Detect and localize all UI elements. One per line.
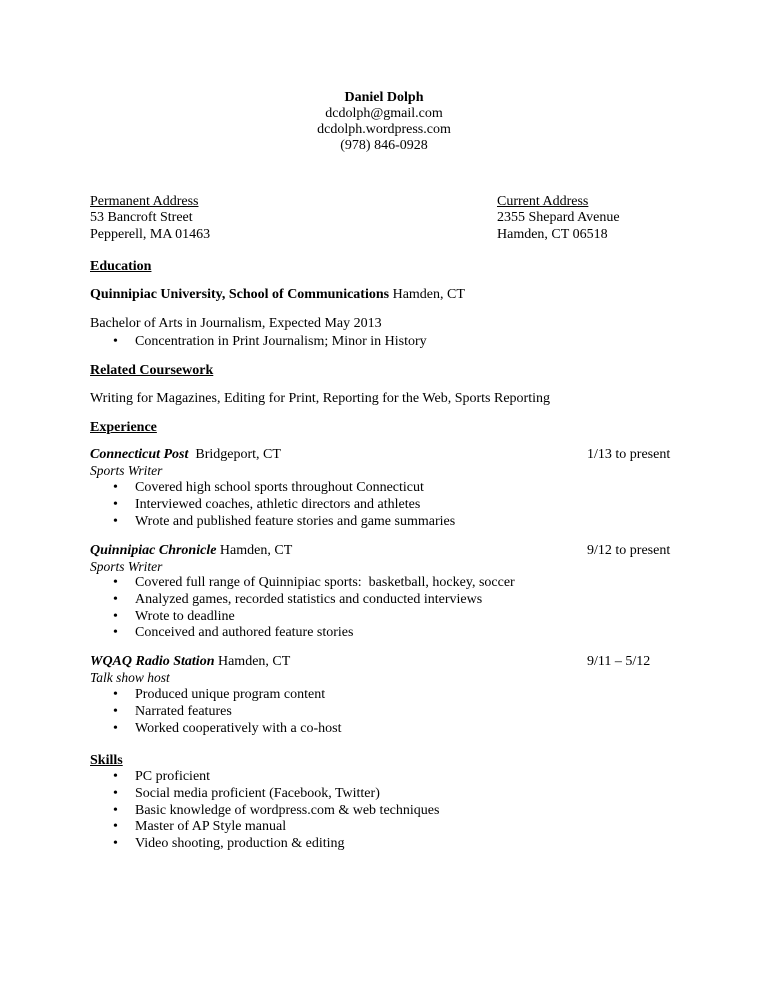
job-dates: 9/12 to present (587, 543, 671, 558)
school-name: Quinnipiac University, School of Communications (90, 287, 390, 302)
list-item: • Conceived and authored feature stories (113, 625, 515, 642)
job-bullets (113, 480, 455, 530)
job-dates: 1/13 to present (587, 447, 671, 462)
education-heading: Education (90, 259, 152, 274)
list-item: • Wrote to deadline (113, 609, 515, 626)
website: dcdolph.wordpress.com (317, 122, 451, 137)
permanent-address-line1: 53 Bancroft Street (90, 210, 193, 225)
job-bullets (113, 575, 515, 642)
experience-heading: Experience (90, 420, 157, 435)
skills-heading: Skills (90, 753, 123, 768)
education-school-line (90, 287, 465, 304)
resume-name: Daniel Dolph (344, 90, 424, 105)
job-title: Sports Writer (90, 463, 163, 478)
list-item: • Analyzed games, recorded statistics and conducted interviews (113, 592, 515, 609)
list-item: • Interviewed coaches, athletic directors and athletes (113, 497, 455, 514)
phone: (978) 846-0928 (340, 138, 428, 153)
list-item: • PC proficient (113, 769, 439, 786)
coursework-heading: Related Coursework (90, 363, 214, 378)
job-title: Sports Writer (90, 559, 163, 574)
degree: Bachelor of Arts in Journalism, Expected May 2013 (90, 316, 382, 331)
permanent-address-line2: Pepperell, MA 01463 (90, 227, 211, 242)
list-item: • Social media proficient (Facebook, Twitter) (113, 786, 439, 803)
job-location: Bridgeport, CT (188, 447, 281, 462)
job-title: Talk show host (90, 670, 170, 685)
list-item: • Video shooting, production & editing (113, 836, 439, 853)
current-address-label: Current Address (497, 194, 589, 209)
job-location: Hamden, CT (216, 543, 293, 558)
list-item: • Concentration in Print Journalism; Minor in History (113, 334, 427, 351)
job-header (90, 447, 281, 464)
list-item: • Covered full range of Quinnipiac sports: basketball, hockey, soccer (113, 575, 515, 592)
job-org: WQAQ Radio Station (90, 654, 215, 669)
list-item: • Covered high school sports throughout Connecticut (113, 480, 455, 497)
permanent-address-label: Permanent Address (90, 194, 199, 209)
list-item: • Basic knowledge of wordpress.com & web techniques (113, 803, 439, 820)
email: dcdolph@gmail.com (325, 106, 443, 121)
current-address-line2: Hamden, CT 06518 (497, 227, 608, 242)
school-location: Hamden, CT (389, 287, 465, 302)
job-header (90, 654, 290, 671)
list-item: • Narrated features (113, 704, 341, 721)
education-bullets (113, 334, 427, 351)
job-org: Connecticut Post (90, 447, 189, 462)
list-item: • Wrote and published feature stories and game summaries (113, 514, 455, 531)
job-bullets (113, 687, 341, 737)
list-item: • Worked cooperatively with a co-host (113, 721, 341, 738)
job-org: Quinnipiac Chronicle (90, 543, 217, 558)
job-header (90, 543, 292, 560)
job-dates: 9/11 – 5/12 (587, 654, 651, 669)
current-address-line1: 2355 Shepard Avenue (497, 210, 620, 225)
skills-bullets (113, 769, 439, 853)
list-item: • Produced unique program content (113, 687, 341, 704)
list-item: • Master of AP Style manual (113, 819, 439, 836)
coursework-text: Writing for Magazines, Editing for Print, Reporting for the Web, Sports Reporting (90, 391, 550, 406)
job-location: Hamden, CT (214, 654, 291, 669)
